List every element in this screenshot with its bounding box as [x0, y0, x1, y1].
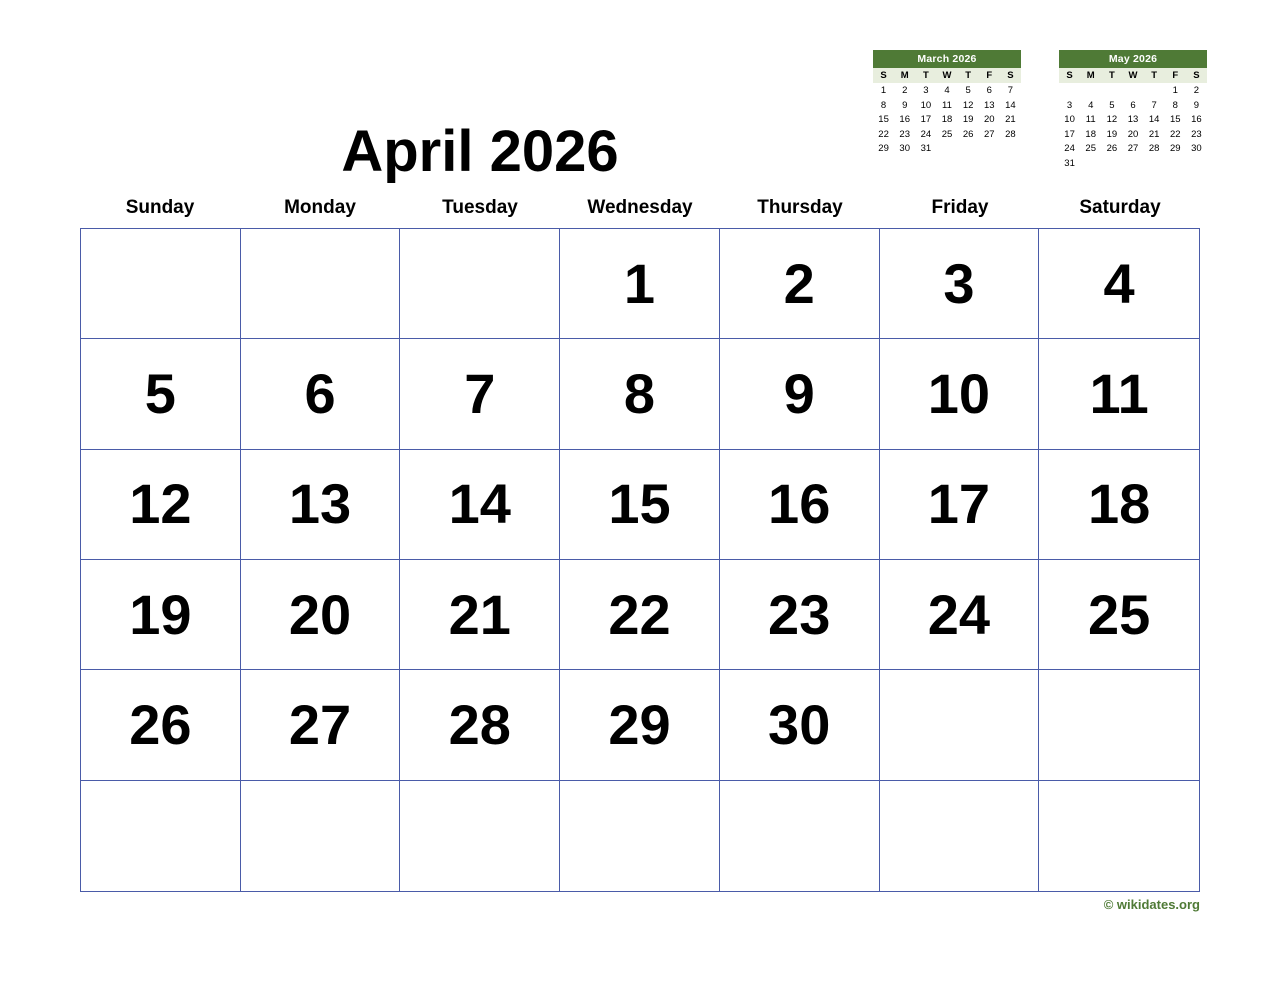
- mini-day[interactable]: 30: [899, 143, 910, 154]
- day-cell[interactable]: [241, 450, 401, 560]
- mini-day: [1165, 156, 1186, 171]
- mini-day[interactable]: 10: [1064, 114, 1075, 125]
- day-number: 22: [608, 582, 671, 646]
- day-cell[interactable]: [241, 229, 401, 339]
- day-cell[interactable]: [880, 560, 1040, 670]
- mini-weekday: F: [1165, 68, 1186, 84]
- mini-day[interactable]: 8: [1172, 99, 1178, 111]
- day-number: 29: [608, 692, 671, 756]
- day-number: 17: [927, 472, 991, 536]
- mini-day[interactable]: 13: [1127, 114, 1139, 125]
- day-number: 4: [1103, 251, 1135, 315]
- mini-day[interactable]: 31: [920, 143, 932, 154]
- mini-weekday: M: [894, 68, 915, 84]
- day-cell[interactable]: [560, 560, 720, 670]
- mini-day[interactable]: 29: [878, 143, 889, 154]
- mini-week-row: [873, 83, 1021, 98]
- month-grid: [80, 228, 1200, 892]
- mini-day[interactable]: 31: [1064, 157, 1075, 169]
- mini-day: [1122, 156, 1143, 171]
- day-cell[interactable]: [81, 339, 241, 449]
- day-cell[interactable]: [400, 450, 560, 560]
- mini-day[interactable]: 7: [1151, 99, 1157, 111]
- mini-day[interactable]: 27: [1127, 143, 1139, 154]
- mini-day[interactable]: 6: [1130, 99, 1136, 111]
- mini-day[interactable]: 17: [920, 114, 932, 125]
- mini-calendar-previous-month: [873, 50, 1021, 170]
- day-cell[interactable]: [241, 781, 401, 891]
- mini-day[interactable]: 24: [920, 128, 932, 140]
- weekday-header-thursday: Thursday: [757, 197, 843, 218]
- mini-day[interactable]: 15: [1169, 114, 1181, 125]
- mini-day: [1080, 83, 1101, 98]
- mini-day[interactable]: 30: [1191, 143, 1202, 154]
- mini-week-row: [1059, 127, 1207, 142]
- mini-day: [936, 141, 957, 156]
- mini-day[interactable]: 23: [899, 128, 910, 140]
- mini-day[interactable]: 15: [878, 114, 889, 125]
- mini-week-row: [1059, 83, 1207, 98]
- mini-day[interactable]: 1: [880, 85, 887, 96]
- day-number: 11: [1089, 361, 1149, 425]
- mini-day: [1101, 83, 1122, 98]
- day-cell[interactable]: [241, 339, 401, 449]
- mini-day[interactable]: 18: [941, 114, 953, 125]
- mini-day[interactable]: 23: [1191, 128, 1202, 140]
- mini-day[interactable]: 1: [1172, 85, 1178, 96]
- weekday-header-monday: Monday: [284, 197, 356, 218]
- weekday-header-tuesday: Tuesday: [442, 197, 518, 218]
- mini-calendar-next-month: [1059, 50, 1207, 170]
- mini-day[interactable]: 3: [1066, 99, 1073, 111]
- mini-day[interactable]: 29: [1169, 143, 1181, 154]
- mini-day[interactable]: 10: [920, 99, 932, 111]
- day-cell[interactable]: [241, 670, 401, 780]
- day-cell[interactable]: [400, 339, 560, 449]
- day-cell[interactable]: [880, 229, 1040, 339]
- weekday-header-wednesday: Wednesday: [587, 197, 693, 218]
- mini-weekday-row: [873, 68, 1021, 84]
- mini-day[interactable]: 22: [878, 128, 889, 140]
- day-cell[interactable]: [560, 781, 720, 891]
- mini-day[interactable]: 3: [923, 85, 929, 96]
- day-cell[interactable]: [720, 560, 880, 670]
- mini-day[interactable]: 5: [1109, 99, 1115, 111]
- mini-calendars: [873, 50, 1207, 170]
- mini-day: [1122, 83, 1143, 98]
- mini-week-row: [1059, 141, 1207, 156]
- mini-day: [1186, 156, 1207, 171]
- mini-weekday: T: [1101, 68, 1122, 84]
- day-cell[interactable]: [400, 781, 560, 891]
- day-number: 14: [448, 472, 511, 536]
- day-cell[interactable]: [241, 560, 401, 670]
- mini-day: [1000, 141, 1021, 156]
- day-cell[interactable]: [880, 670, 1040, 780]
- day-cell[interactable]: [1039, 781, 1199, 891]
- mini-week-row: [873, 127, 1021, 142]
- mini-day[interactable]: 21: [1148, 128, 1160, 140]
- mini-weekday: F: [979, 68, 1000, 84]
- day-cell[interactable]: [720, 339, 880, 449]
- mini-week-row: [1059, 112, 1207, 127]
- mini-weekday: S: [1186, 68, 1207, 84]
- mini-day[interactable]: 14: [1148, 114, 1160, 125]
- day-number: 7: [464, 361, 496, 425]
- day-number: 19: [129, 582, 192, 646]
- mini-day[interactable]: 14: [1005, 99, 1016, 111]
- mini-day[interactable]: 20: [983, 114, 995, 125]
- mini-day[interactable]: 12: [962, 99, 974, 111]
- mini-day[interactable]: 16: [1191, 114, 1202, 125]
- day-number: 5: [144, 361, 176, 425]
- day-number: 27: [288, 692, 352, 756]
- day-number: 13: [288, 472, 352, 536]
- mini-day[interactable]: 7: [1007, 85, 1014, 96]
- day-cell[interactable]: [720, 781, 880, 891]
- mini-day[interactable]: 16: [899, 114, 910, 125]
- day-cell[interactable]: [560, 229, 720, 339]
- mini-weekday-row: [1059, 68, 1207, 84]
- mini-day[interactable]: 11: [1085, 114, 1096, 125]
- mini-day[interactable]: 26: [1106, 143, 1118, 154]
- day-number: 23: [768, 582, 831, 646]
- mini-calendar-table: [873, 68, 1021, 156]
- day-cell[interactable]: [720, 450, 880, 560]
- day-cell[interactable]: [400, 560, 560, 670]
- mini-day[interactable]: 28: [1148, 143, 1160, 154]
- mini-weekday: W: [936, 68, 957, 84]
- mini-calendar-table: [1059, 68, 1207, 171]
- mini-weekday: T: [915, 68, 936, 84]
- mini-calendar-title: May 2026: [1059, 50, 1207, 68]
- mini-day[interactable]: 25: [941, 128, 953, 140]
- day-cell[interactable]: [880, 781, 1040, 891]
- day-cell[interactable]: [81, 560, 241, 670]
- day-number: 18: [1087, 472, 1151, 536]
- mini-day[interactable]: 13: [983, 99, 995, 111]
- mini-day[interactable]: 4: [944, 85, 950, 96]
- day-cell[interactable]: [81, 450, 241, 560]
- mini-day[interactable]: 2: [1193, 85, 1200, 96]
- mini-calendar-title: March 2026: [873, 50, 1021, 68]
- day-cell[interactable]: [1039, 450, 1199, 560]
- weekday-header-saturday: Saturday: [1079, 197, 1161, 218]
- mini-week-row: [873, 141, 1021, 156]
- mini-day[interactable]: 19: [1106, 128, 1118, 140]
- day-cell[interactable]: [1039, 560, 1199, 670]
- weekday-header-sunday: Sunday: [125, 197, 195, 218]
- mini-day[interactable]: 24: [1064, 143, 1075, 154]
- day-cell[interactable]: [560, 670, 720, 780]
- day-number: 10: [927, 361, 991, 425]
- mini-day[interactable]: 11: [942, 99, 952, 111]
- mini-day[interactable]: 8: [880, 99, 887, 111]
- day-number: 28: [448, 692, 511, 756]
- day-number: 25: [1087, 582, 1151, 646]
- day-cell[interactable]: [81, 670, 241, 780]
- day-number: 26: [129, 692, 192, 756]
- mini-day: [1144, 83, 1165, 98]
- day-cell[interactable]: [1039, 670, 1199, 780]
- mini-day[interactable]: 5: [965, 85, 971, 96]
- mini-day[interactable]: 2: [902, 85, 908, 96]
- mini-day[interactable]: 27: [983, 128, 995, 140]
- mini-day[interactable]: 21: [1005, 114, 1016, 125]
- day-cell[interactable]: [400, 229, 560, 339]
- page-title: April 2026: [341, 118, 619, 184]
- mini-weekday: M: [1080, 68, 1101, 84]
- mini-day[interactable]: 19: [962, 114, 974, 125]
- day-number: 3: [943, 251, 975, 315]
- weekday-header-row: [80, 196, 1200, 220]
- mini-day[interactable]: 4: [1088, 99, 1094, 111]
- day-cell[interactable]: [720, 670, 880, 780]
- day-cell[interactable]: [1039, 339, 1199, 449]
- day-number: 24: [927, 582, 991, 646]
- mini-week-row: [873, 98, 1021, 113]
- day-cell[interactable]: [880, 450, 1040, 560]
- mini-day: [958, 141, 979, 156]
- mini-weekday: W: [1122, 68, 1143, 84]
- day-cell[interactable]: [81, 229, 241, 339]
- mini-week-row: [1059, 98, 1207, 113]
- mini-day[interactable]: 9: [902, 99, 908, 111]
- mini-week-row: [1059, 156, 1207, 171]
- mini-day: [1059, 83, 1080, 98]
- day-number: 1: [623, 251, 656, 315]
- mini-day[interactable]: 12: [1106, 114, 1118, 125]
- mini-day: [1101, 156, 1122, 171]
- mini-weekday: T: [1144, 68, 1165, 84]
- day-cell[interactable]: [560, 339, 720, 449]
- mini-day[interactable]: 6: [986, 85, 992, 96]
- mini-day[interactable]: 20: [1127, 128, 1139, 140]
- day-number: 6: [304, 361, 336, 425]
- day-number: 12: [129, 472, 192, 536]
- day-number: 20: [288, 582, 352, 646]
- mini-day[interactable]: 22: [1169, 128, 1181, 140]
- day-cell[interactable]: [1039, 229, 1199, 339]
- day-number: 9: [783, 361, 815, 425]
- mini-weekday: S: [1059, 68, 1080, 84]
- mini-weekday: S: [1000, 68, 1021, 84]
- day-number: 30: [768, 692, 831, 756]
- mini-day: [979, 141, 1000, 156]
- day-cell[interactable]: [400, 670, 560, 780]
- day-cell[interactable]: [880, 339, 1040, 449]
- day-number: 16: [768, 472, 831, 536]
- mini-day[interactable]: 18: [1085, 128, 1096, 140]
- mini-weekday: S: [873, 68, 894, 84]
- day-cell[interactable]: [560, 450, 720, 560]
- mini-day[interactable]: 26: [962, 128, 974, 140]
- mini-day: [1144, 156, 1165, 171]
- day-number: 21: [448, 582, 511, 646]
- copyright-credit[interactable]: © wikidates.org: [1103, 897, 1200, 912]
- weekday-header-friday: Friday: [931, 197, 989, 218]
- day-number: 15: [608, 472, 671, 536]
- mini-day: [1080, 156, 1101, 171]
- day-cell[interactable]: [720, 229, 880, 339]
- mini-day[interactable]: 9: [1193, 99, 1200, 111]
- mini-day[interactable]: 17: [1064, 128, 1075, 140]
- mini-day[interactable]: 28: [1005, 128, 1016, 140]
- day-number: 8: [623, 361, 656, 425]
- mini-day[interactable]: 25: [1085, 143, 1096, 154]
- mini-weekday: T: [958, 68, 979, 84]
- day-cell[interactable]: [81, 781, 241, 891]
- day-number: 2: [783, 251, 815, 315]
- mini-week-row: [873, 112, 1021, 127]
